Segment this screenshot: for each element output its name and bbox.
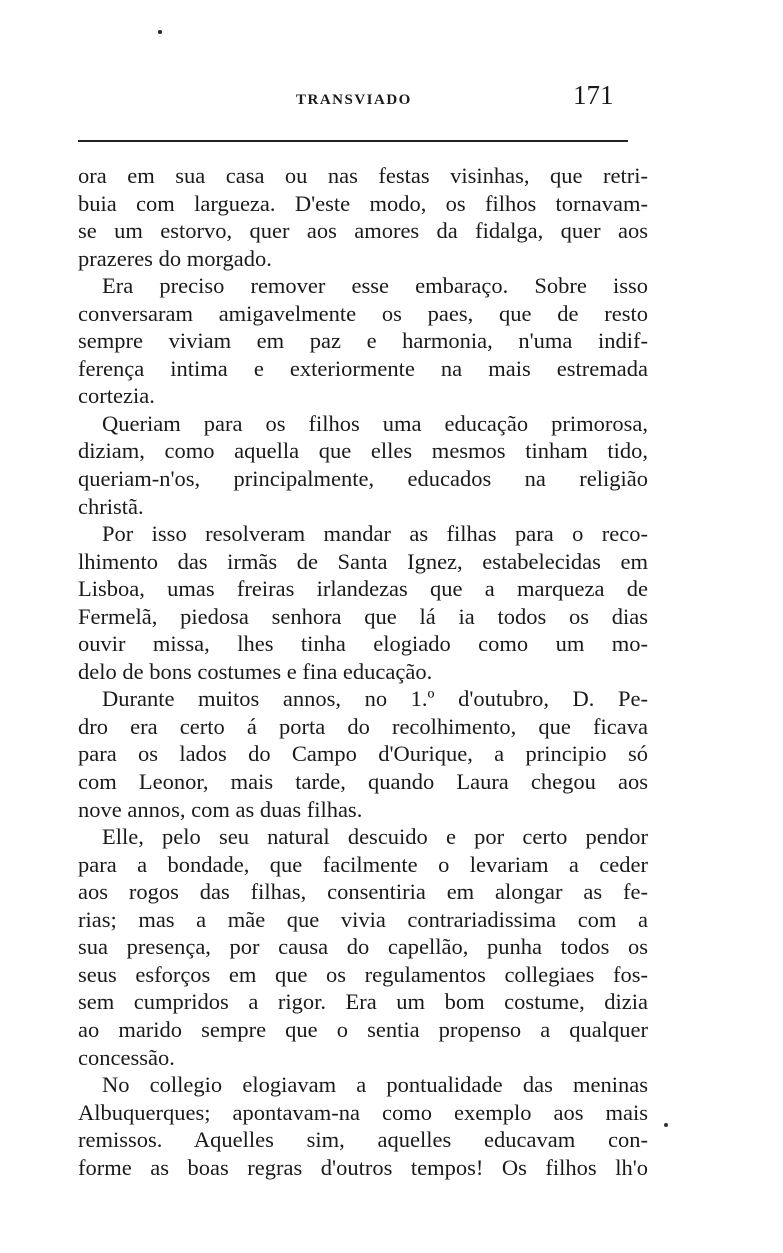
text-line: buia com largueza. D'este modo, os filhos tornavam- xyxy=(78,190,648,216)
running-title: TRANSVIADO xyxy=(296,92,412,108)
ink-speck xyxy=(158,30,162,34)
text-line: nove annos, com as duas filhas. xyxy=(78,796,363,822)
text-line: aos rogos das filhas, consentiria em alongar as fe- xyxy=(78,879,648,905)
text-line: rias; mas a mãe que vivia contrariadissima com a xyxy=(78,906,648,932)
text-line: cortezia. xyxy=(78,383,155,409)
text-line: ouvir missa, lhes tinha elogiado como um mo- xyxy=(78,631,648,657)
text-line: sua presença, por causa do capellão, punha todos os xyxy=(78,934,648,960)
text-line: lhimento das irmãs de Santa Ignez, estabelecidas em xyxy=(78,548,648,574)
text-line: ferença intima e exteriormente na mais estremada xyxy=(78,355,648,381)
text-line: ao marido sempre que o sentia propenso a qualquer xyxy=(78,1016,648,1042)
text-line: Por isso resolveram mandar as filhas para o reco- xyxy=(102,521,648,547)
text-line: Elle, pelo seu natural descuido e por certo pendor xyxy=(102,824,648,850)
text-line: Queriam para os filhos uma educação primorosa, xyxy=(102,410,648,436)
page-number: 171 xyxy=(573,80,614,110)
text-line: prazeres do morgado. xyxy=(78,245,272,271)
text-line: Albuquerques; apontavam-na como exemplo aos mais xyxy=(78,1099,648,1125)
text-line: para a bondade, que facilmente o levariam a ceder xyxy=(78,851,648,877)
text-line: para os lados do Campo d'Ourique, a principio só xyxy=(78,741,648,767)
text-line: delo de bons costumes e fina educação. xyxy=(78,658,433,684)
text-line: se um estorvo, quer aos amores da fidalga, quer aos xyxy=(78,218,648,244)
text-line: conversaram amigavelmente os paes, que de resto xyxy=(78,300,648,326)
text-line: queriam-n'os, principalmente, educados na religião xyxy=(78,466,648,492)
text-line: diziam, como aquella que elles mesmos tinham tido, xyxy=(78,438,648,464)
text-line: ora em sua casa ou nas festas visinhas, que retri- xyxy=(78,163,648,188)
body-text xyxy=(78,162,648,1181)
page-header xyxy=(78,80,640,120)
text-line: seus esforços em que os regulamentos collegiaes fos- xyxy=(78,961,648,987)
text-line: dro era certo á porta do recolhimento, que ficava xyxy=(78,713,648,739)
text-line: No collegio elogiavam a pontualidade das meninas xyxy=(102,1072,648,1098)
text-line: concessão. xyxy=(78,1044,175,1070)
margin-dot xyxy=(664,1123,668,1127)
text-line: com Leonor, mais tarde, quando Laura chegou aos xyxy=(78,769,648,795)
text-line: sempre viviam em paz e harmonia, n'uma indif- xyxy=(78,328,648,354)
text-line: sem cumpridos a rigor. Era um bom costume, dizia xyxy=(78,989,648,1015)
header-rule xyxy=(78,140,628,142)
text-line: Era preciso remover esse embaraço. Sobre isso xyxy=(102,273,648,299)
text-line: forme as boas regras d'outros tempos! Os filhos lh'o xyxy=(78,1154,648,1180)
text-line: Durante muitos annos, no 1.º d'outubro, D. Pe- xyxy=(102,686,648,712)
text-line: Lisboa, umas freiras irlandezas que a marqueza de xyxy=(78,576,648,602)
text-line: christã. xyxy=(78,493,144,519)
text-line: Fermelã, piedosa senhora que lá ia todos os dias xyxy=(78,603,648,629)
text-line: remissos. Aquelles sim, aquelles educavam con- xyxy=(78,1127,648,1153)
